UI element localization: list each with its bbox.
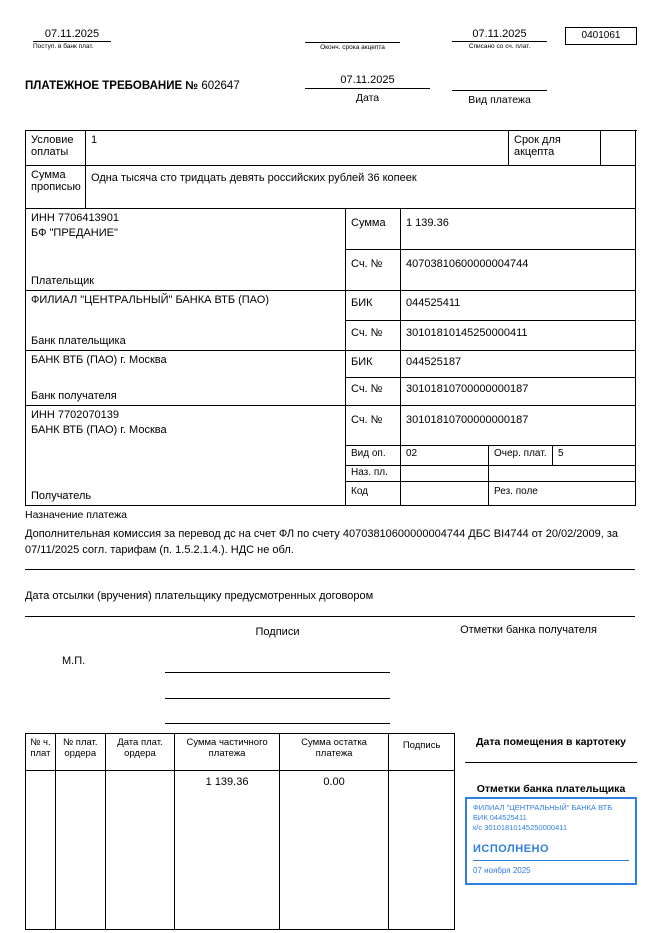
payee-account-value: 30101810700000000187 bbox=[401, 406, 636, 446]
payer-bank-account-value: 30101810145250000411 bbox=[401, 321, 636, 351]
stamp-status: ИСПОЛНЕНО bbox=[473, 843, 550, 856]
payment-type-line bbox=[452, 74, 547, 91]
purpose-code-label: Наз. пл. bbox=[346, 466, 401, 482]
stamp-bank-name: ФИЛИАЛ "ЦЕНТРАЛЬНЫЙ" БАНКА ВТБ bbox=[473, 803, 613, 812]
debited-date-block bbox=[452, 28, 547, 50]
remaining-amount-value: 0.00 bbox=[323, 776, 345, 788]
payee-name: БАНК ВТБ (ПАО) г. Москва bbox=[31, 424, 167, 436]
sending-date-label: Дата отсылки (вручения) плательщику предусмотренных договором bbox=[25, 590, 374, 602]
payee-bank-bik-label: БИК bbox=[346, 351, 401, 378]
amount-words-value: Одна тысяча сто тридцать девять российских рублей 36 копеек bbox=[86, 166, 636, 209]
col-header: Дата плат. ордера bbox=[106, 734, 175, 771]
debited-date-label: Списано со сч. плат. bbox=[468, 43, 531, 50]
stamp-corr-account: к/с 30101810145250000411 bbox=[473, 823, 568, 833]
col-header: Сумма остатка платежа bbox=[280, 734, 388, 771]
purpose-divider bbox=[25, 569, 635, 570]
requisites-table bbox=[25, 130, 637, 506]
payee-cell bbox=[26, 406, 346, 506]
amount-value: 1 139.36 bbox=[401, 209, 636, 250]
payer-bank-label: Банк плательщика bbox=[31, 335, 126, 347]
payer-account-value: 40703810600000004744 bbox=[401, 250, 636, 291]
op-type-label: Вид оп. bbox=[346, 446, 401, 466]
col-header: Сумма частичного платежа bbox=[175, 734, 279, 771]
payee-bank-account-value: 30101810700000000187 bbox=[401, 378, 636, 406]
received-date: 07.11.2025 bbox=[33, 28, 111, 42]
document-number: 602647 bbox=[201, 80, 240, 92]
purpose-label: Назначение платежа bbox=[25, 509, 127, 521]
debited-date: 07.11.2025 bbox=[452, 28, 547, 42]
card-file-line bbox=[465, 762, 637, 763]
payee-inn: ИНН 7702070139 bbox=[31, 409, 120, 421]
doc-date-block bbox=[305, 74, 430, 104]
purpose-text: Дополнительная комиссия за перевод дс на счет ФЛ по счету 40703810600000004744 ДБС ВI4744 от 20/02/2009, за 07/11/2025 согл. тарифам (п. 1.5.2.1.4.). НДС не обл. bbox=[25, 528, 619, 556]
col-signature bbox=[389, 734, 454, 929]
col-remaining-amount bbox=[280, 734, 389, 929]
payment-type-label: Вид платежа bbox=[468, 94, 531, 106]
payer-account-label: Сч. № bbox=[346, 250, 401, 291]
payment-type-block bbox=[452, 74, 547, 106]
payer-label: Плательщик bbox=[31, 275, 95, 287]
signature-line-3 bbox=[165, 723, 390, 724]
op-type-value: 02 bbox=[401, 446, 489, 466]
accept-end-block bbox=[305, 28, 400, 51]
sending-date-divider bbox=[25, 616, 635, 617]
code-label: Код bbox=[346, 482, 401, 506]
payee-bank-cell bbox=[26, 351, 346, 406]
form-code-box: 0401061 bbox=[565, 27, 637, 45]
col-order-date bbox=[106, 734, 176, 929]
signature-line-2 bbox=[165, 698, 390, 699]
card-file-label: Дата помещения в картотеку bbox=[476, 736, 626, 748]
doc-date: 07.11.2025 bbox=[305, 74, 430, 89]
condition-label: Условие оплаты bbox=[26, 131, 86, 166]
col-header: № плат. ордера bbox=[56, 734, 105, 771]
payer-bank-bik-value: 044525411 bbox=[401, 291, 636, 321]
code-value bbox=[401, 482, 489, 506]
payer-bank-marks-label: Отметки банка плательщика bbox=[476, 783, 626, 795]
payer-bank-bik-label: БИК bbox=[346, 291, 401, 321]
purpose-code-right-cell bbox=[489, 466, 636, 482]
payee-bank-name: БАНК ВТБ (ПАО) г. Москва bbox=[31, 354, 167, 366]
partial-amount-value: 1 139.36 bbox=[205, 776, 249, 788]
accept-term-value bbox=[601, 131, 636, 166]
payee-bank-bik-value: 044525187 bbox=[401, 351, 636, 378]
reserve-field-label: Рез. поле bbox=[489, 482, 636, 506]
mp-label: М.П. bbox=[62, 655, 86, 667]
received-date-block bbox=[33, 28, 111, 50]
payee-label: Получатель bbox=[31, 490, 92, 502]
col-header: № ч. плат bbox=[26, 734, 55, 771]
amount-label: Сумма bbox=[346, 209, 401, 250]
col-header: Подпись bbox=[389, 734, 454, 771]
payer-name: БФ "ПРЕДАНИЕ" bbox=[31, 227, 118, 239]
priority-value: 5 bbox=[553, 446, 636, 466]
accept-end-line bbox=[305, 28, 400, 43]
condition-value: 1 bbox=[86, 131, 509, 166]
signature-line-1 bbox=[165, 672, 390, 673]
stamp-divider bbox=[473, 860, 629, 861]
payer-inn: ИНН 7706413901 bbox=[31, 212, 120, 224]
amount-words-label: Сумма прописью bbox=[26, 166, 86, 209]
payee-bank-label: Банк получателя bbox=[31, 390, 117, 402]
bank-execution-stamp bbox=[465, 797, 637, 885]
partial-payments-table bbox=[25, 733, 455, 930]
priority-label: Очер. плат. bbox=[489, 446, 553, 466]
stamp-date: 07 ноября 2025 bbox=[473, 866, 531, 876]
document-title bbox=[25, 80, 240, 92]
col-partial-amount bbox=[175, 734, 280, 929]
accept-end-label: Оконч. срока акцепта bbox=[320, 44, 385, 51]
payer-bank-account-label: Сч. № bbox=[346, 321, 401, 351]
payer-bank-cell bbox=[26, 291, 346, 351]
purpose-code-value bbox=[401, 466, 489, 482]
col-part-number bbox=[26, 734, 56, 929]
signatures-label: Подписи bbox=[255, 626, 300, 638]
payee-bank-marks-label: Отметки банка получателя bbox=[460, 624, 597, 636]
payee-account-label: Сч. № bbox=[346, 406, 401, 446]
document-title-label: ПЛАТЕЖНОЕ ТРЕБОВАНИЕ № bbox=[25, 80, 199, 92]
payer-cell bbox=[26, 209, 346, 291]
col-order-number bbox=[56, 734, 106, 929]
payee-bank-account-label: Сч. № bbox=[346, 378, 401, 406]
payer-bank-name: ФИЛИАЛ "ЦЕНТРАЛЬНЫЙ" БАНКА ВТБ (ПАО) bbox=[31, 294, 269, 306]
received-date-label: Поступ. в банк плат. bbox=[33, 43, 94, 50]
doc-date-label: Дата bbox=[355, 92, 380, 104]
stamp-bik: БИК 044525411 bbox=[473, 813, 527, 823]
accept-term-label: Срок для акцепта bbox=[509, 131, 601, 166]
